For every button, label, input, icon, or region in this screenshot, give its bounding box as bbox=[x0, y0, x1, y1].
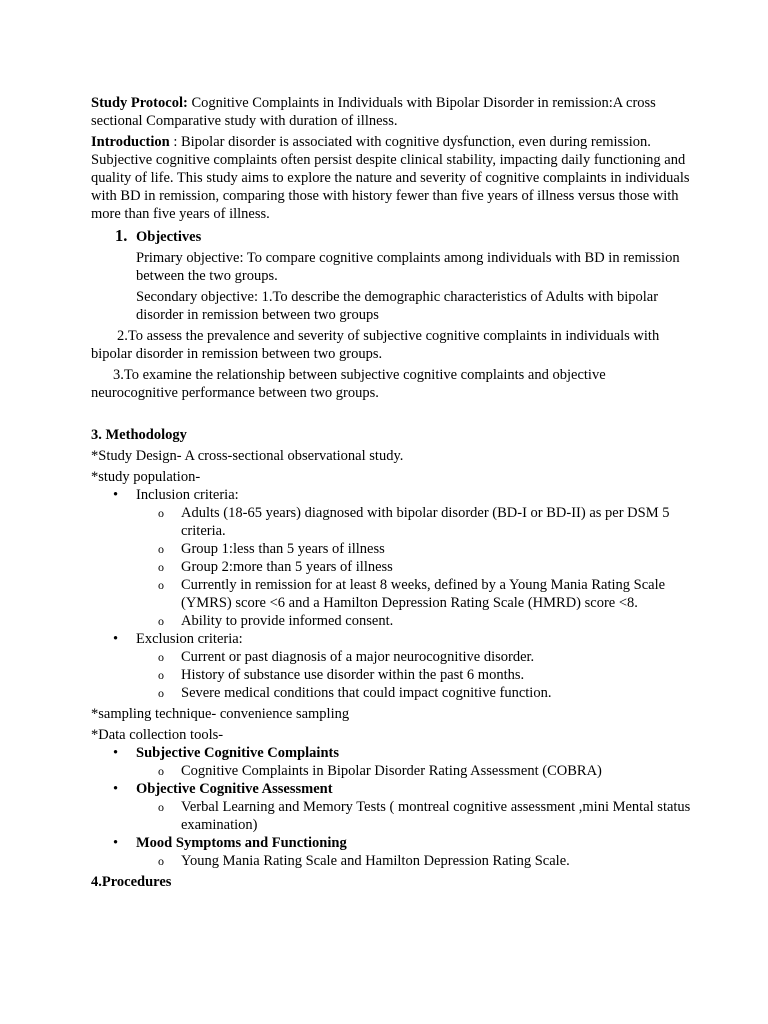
protocol-label: Study Protocol: bbox=[91, 95, 188, 111]
methodology-heading: 3. Methodology bbox=[91, 427, 187, 443]
list-item: o Young Mania Rating Scale and Hamilton Depression Rating Scale. bbox=[136, 852, 691, 870]
objectives-heading bbox=[115, 227, 691, 246]
blank-line bbox=[91, 402, 691, 423]
inclusion-criteria: • Inclusion criteria: o Adults (18-65 years) diagnosed with bipolar disorder (BD-I or BD-II) as per DSM 5 criteria. o Group 1:less than 5 years of illness o Group 2:more than 5 years of illness o Currently in remission for at least 8 weeks, defined by a Young Mania Rating Scale (YMRS) score <6 and a Hamilton Depression Rating Scale (HMRD) score <8. o Ability to provide informed consent. bbox=[91, 486, 691, 630]
primary-objective: Primary objective: To compare cognitive complaints among individuals with BD in remission between the two groups. bbox=[136, 250, 680, 284]
list-item: o Cognitive Complaints in Bipolar Disorder Rating Assessment (COBRA) bbox=[136, 762, 691, 780]
tools-list bbox=[91, 744, 691, 870]
list-item: o Verbal Learning and Memory Tests ( montreal cognitive assessment ,mini Mental status examination) bbox=[136, 798, 691, 834]
study-population: *study population- bbox=[91, 469, 201, 485]
procedures-heading: 4.Procedures bbox=[91, 874, 172, 890]
list-item: o Severe medical conditions that could impact cognitive function. bbox=[136, 684, 691, 702]
inclusion-list bbox=[136, 504, 691, 630]
introduction-text: : Bipolar disorder is associated with cognitive dysfunction, even during remission. Subjective cognitive complaints often persist despite clinical stability, impacting daily functioning and quality of life. This study aims to explore the nature and severity of cognitive complaints in individuals with BD in remission, comparing those with history fewer than five years of illness versus those with more than five years of illness. bbox=[91, 134, 690, 222]
objective-item-3: 3.To examine the relationship between subjective cognitive complaints and objective neurocognitive performance between two groups. bbox=[91, 367, 606, 401]
sampling-technique: *sampling technique- convenience sampling bbox=[91, 706, 350, 722]
list-item: o Current or past diagnosis of a major neurocognitive disorder. bbox=[136, 648, 691, 666]
list-item: o History of substance use disorder within the past 6 months. bbox=[136, 666, 691, 684]
secondary-objective: Secondary objective: 1.To describe the demographic characteristics of Adults with bipolar disorder in remission between two groups bbox=[136, 289, 659, 323]
list-item: o Group 2:more than 5 years of illness bbox=[136, 558, 691, 576]
introduction-label: Introduction bbox=[91, 134, 170, 150]
list-item: o Adults (18-65 years) diagnosed with bipolar disorder (BD-I or BD-II) as per DSM 5 criteria. bbox=[136, 504, 691, 540]
objective-item-2: 2.To assess the prevalence and severity of subjective cognitive complaints in individuals with bipolar disorder in remission between two groups. bbox=[91, 328, 660, 362]
document-page bbox=[91, 94, 691, 891]
protocol-paragraph bbox=[91, 94, 691, 130]
list-item: o Group 1:less than 5 years of illness bbox=[136, 540, 691, 558]
protocol-text: Cognitive Complaints in Individuals with Bipolar Disorder in remission:A cross sectional Comparative study with duration of illness. bbox=[91, 95, 656, 129]
objectives-number: 1. bbox=[115, 226, 128, 245]
introduction-paragraph bbox=[91, 133, 691, 223]
list-item: o Currently in remission for at least 8 weeks, defined by a Young Mania Rating Scale (YMRS) score <6 and a Hamilton Depression Rating Scale (HMRD) score <8. bbox=[136, 576, 691, 612]
tool-objective: • Objective Cognitive Assessment o Verbal Learning and Memory Tests ( montreal cognitive assessment ,mini Mental status examination) bbox=[91, 780, 691, 834]
study-design: *Study Design- A cross-sectional observational study. bbox=[91, 448, 404, 464]
criteria-list bbox=[91, 486, 691, 702]
list-item: o Ability to provide informed consent. bbox=[136, 612, 691, 630]
exclusion-list bbox=[136, 648, 691, 702]
tool-mood: • Mood Symptoms and Functioning o Young Mania Rating Scale and Hamilton Depression Rating Scale. bbox=[91, 834, 691, 870]
objectives-title: Objectives bbox=[136, 229, 202, 245]
data-collection-tools: *Data collection tools- bbox=[91, 727, 224, 743]
exclusion-criteria: • Exclusion criteria: o Current or past diagnosis of a major neurocognitive disorder. o History of substance use disorder within the past 6 months. o Severe medical conditions that could impact cognitive function. bbox=[91, 630, 691, 702]
tool-subjective: • Subjective Cognitive Complaints o Cognitive Complaints in Bipolar Disorder Rating Assessment (COBRA) bbox=[91, 744, 691, 780]
